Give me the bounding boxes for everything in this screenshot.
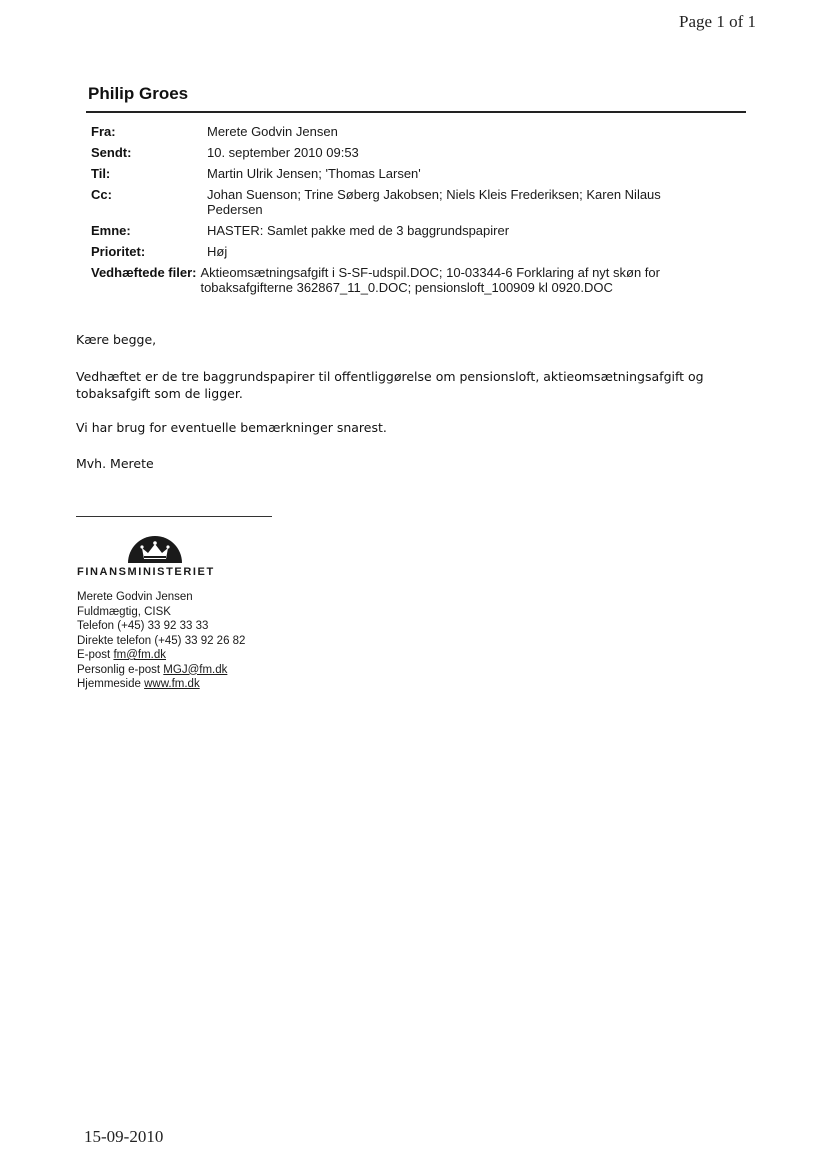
sent-label: Sendt:: [91, 145, 132, 160]
cc-label: Cc:: [91, 187, 112, 202]
crown-logo-icon: [74, 534, 234, 566]
to-row: [91, 166, 731, 181]
cc-value: Johan Suenson; Trine Søberg Jakobsen; Niels Kleis Frederiksen; Karen Nilaus Pedersen: [207, 187, 661, 217]
subject-label: Emne:: [91, 223, 131, 238]
subject-row: [91, 223, 731, 238]
to-label: Til:: [91, 166, 111, 181]
priority-value: Høj: [207, 244, 228, 259]
header-divider: [86, 111, 746, 113]
signature-direct-phone: Direkte telefon (+45) 33 92 26 82: [77, 634, 246, 647]
email-paragraph-1: Vedhæftet er de tre baggrundspapirer til offentliggørelse om pensionsloft, aktieomsætningsafgift og tobaksafgift som de ligger.: [76, 369, 704, 401]
from-value: Merete Godvin Jensen: [207, 124, 338, 139]
email-paragraph-2: Vi har brug for eventuelle bemærkninger snarest.: [76, 420, 387, 435]
email-closing: Mvh. Merete: [76, 456, 154, 471]
signature-personal-email-row: [77, 663, 245, 678]
signature-name: Merete Godvin Jensen: [77, 591, 193, 603]
email-header: [91, 124, 731, 301]
email-greeting: Kære begge,: [76, 332, 157, 347]
personal-email-link[interactable]: MGJ@fm.dk: [163, 663, 228, 676]
cc-row: [91, 187, 731, 217]
personal-email-label: Personlig e-post: [77, 663, 164, 676]
sent-row: [91, 145, 731, 160]
attachments-label: Vedhæftede filer:: [91, 265, 197, 280]
homepage-link[interactable]: www.fm.dk: [144, 678, 200, 690]
homepage-label: Hjemmeside: [77, 678, 145, 690]
signature-email-row: [77, 648, 245, 663]
priority-row: [91, 244, 731, 259]
organization-name: FINANSMINISTERIET: [77, 566, 215, 578]
signature-divider: [76, 516, 272, 517]
attachments-row: [91, 265, 731, 295]
email-link[interactable]: fm@fm.dk: [113, 649, 167, 661]
from-label: Fra:: [91, 124, 116, 139]
mailbox-owner: Philip Groes: [88, 84, 189, 103]
to-value: Martin Ulrik Jensen; 'Thomas Larsen': [207, 166, 421, 181]
subject-value: HASTER: Samlet pakke med de 3 baggrundspapirer: [207, 223, 510, 238]
page-number: Page 1 of 1: [679, 12, 756, 31]
email-label: E-post: [77, 649, 114, 661]
signature-title: Fuldmægtig, CISK: [77, 605, 171, 618]
print-date: 15-09-2010: [84, 1127, 164, 1146]
attachments-value: Aktieomsætningsafgift i S-SF-udspil.DOC; 10-03344-6 Forklaring af nyt skøn for tobaksafgifterne 362867_11_0.DOC; pensionsloft_100909 kl 0920.DOC: [200, 265, 660, 295]
from-row: [91, 124, 731, 139]
signature-phone: Telefon (+45) 33 92 33 33: [77, 620, 209, 632]
sent-value: 10. september 2010 09:53: [207, 145, 359, 160]
signature-block: [77, 590, 245, 692]
priority-label: Prioritet:: [91, 244, 146, 259]
signature-homepage-row: [77, 677, 245, 692]
